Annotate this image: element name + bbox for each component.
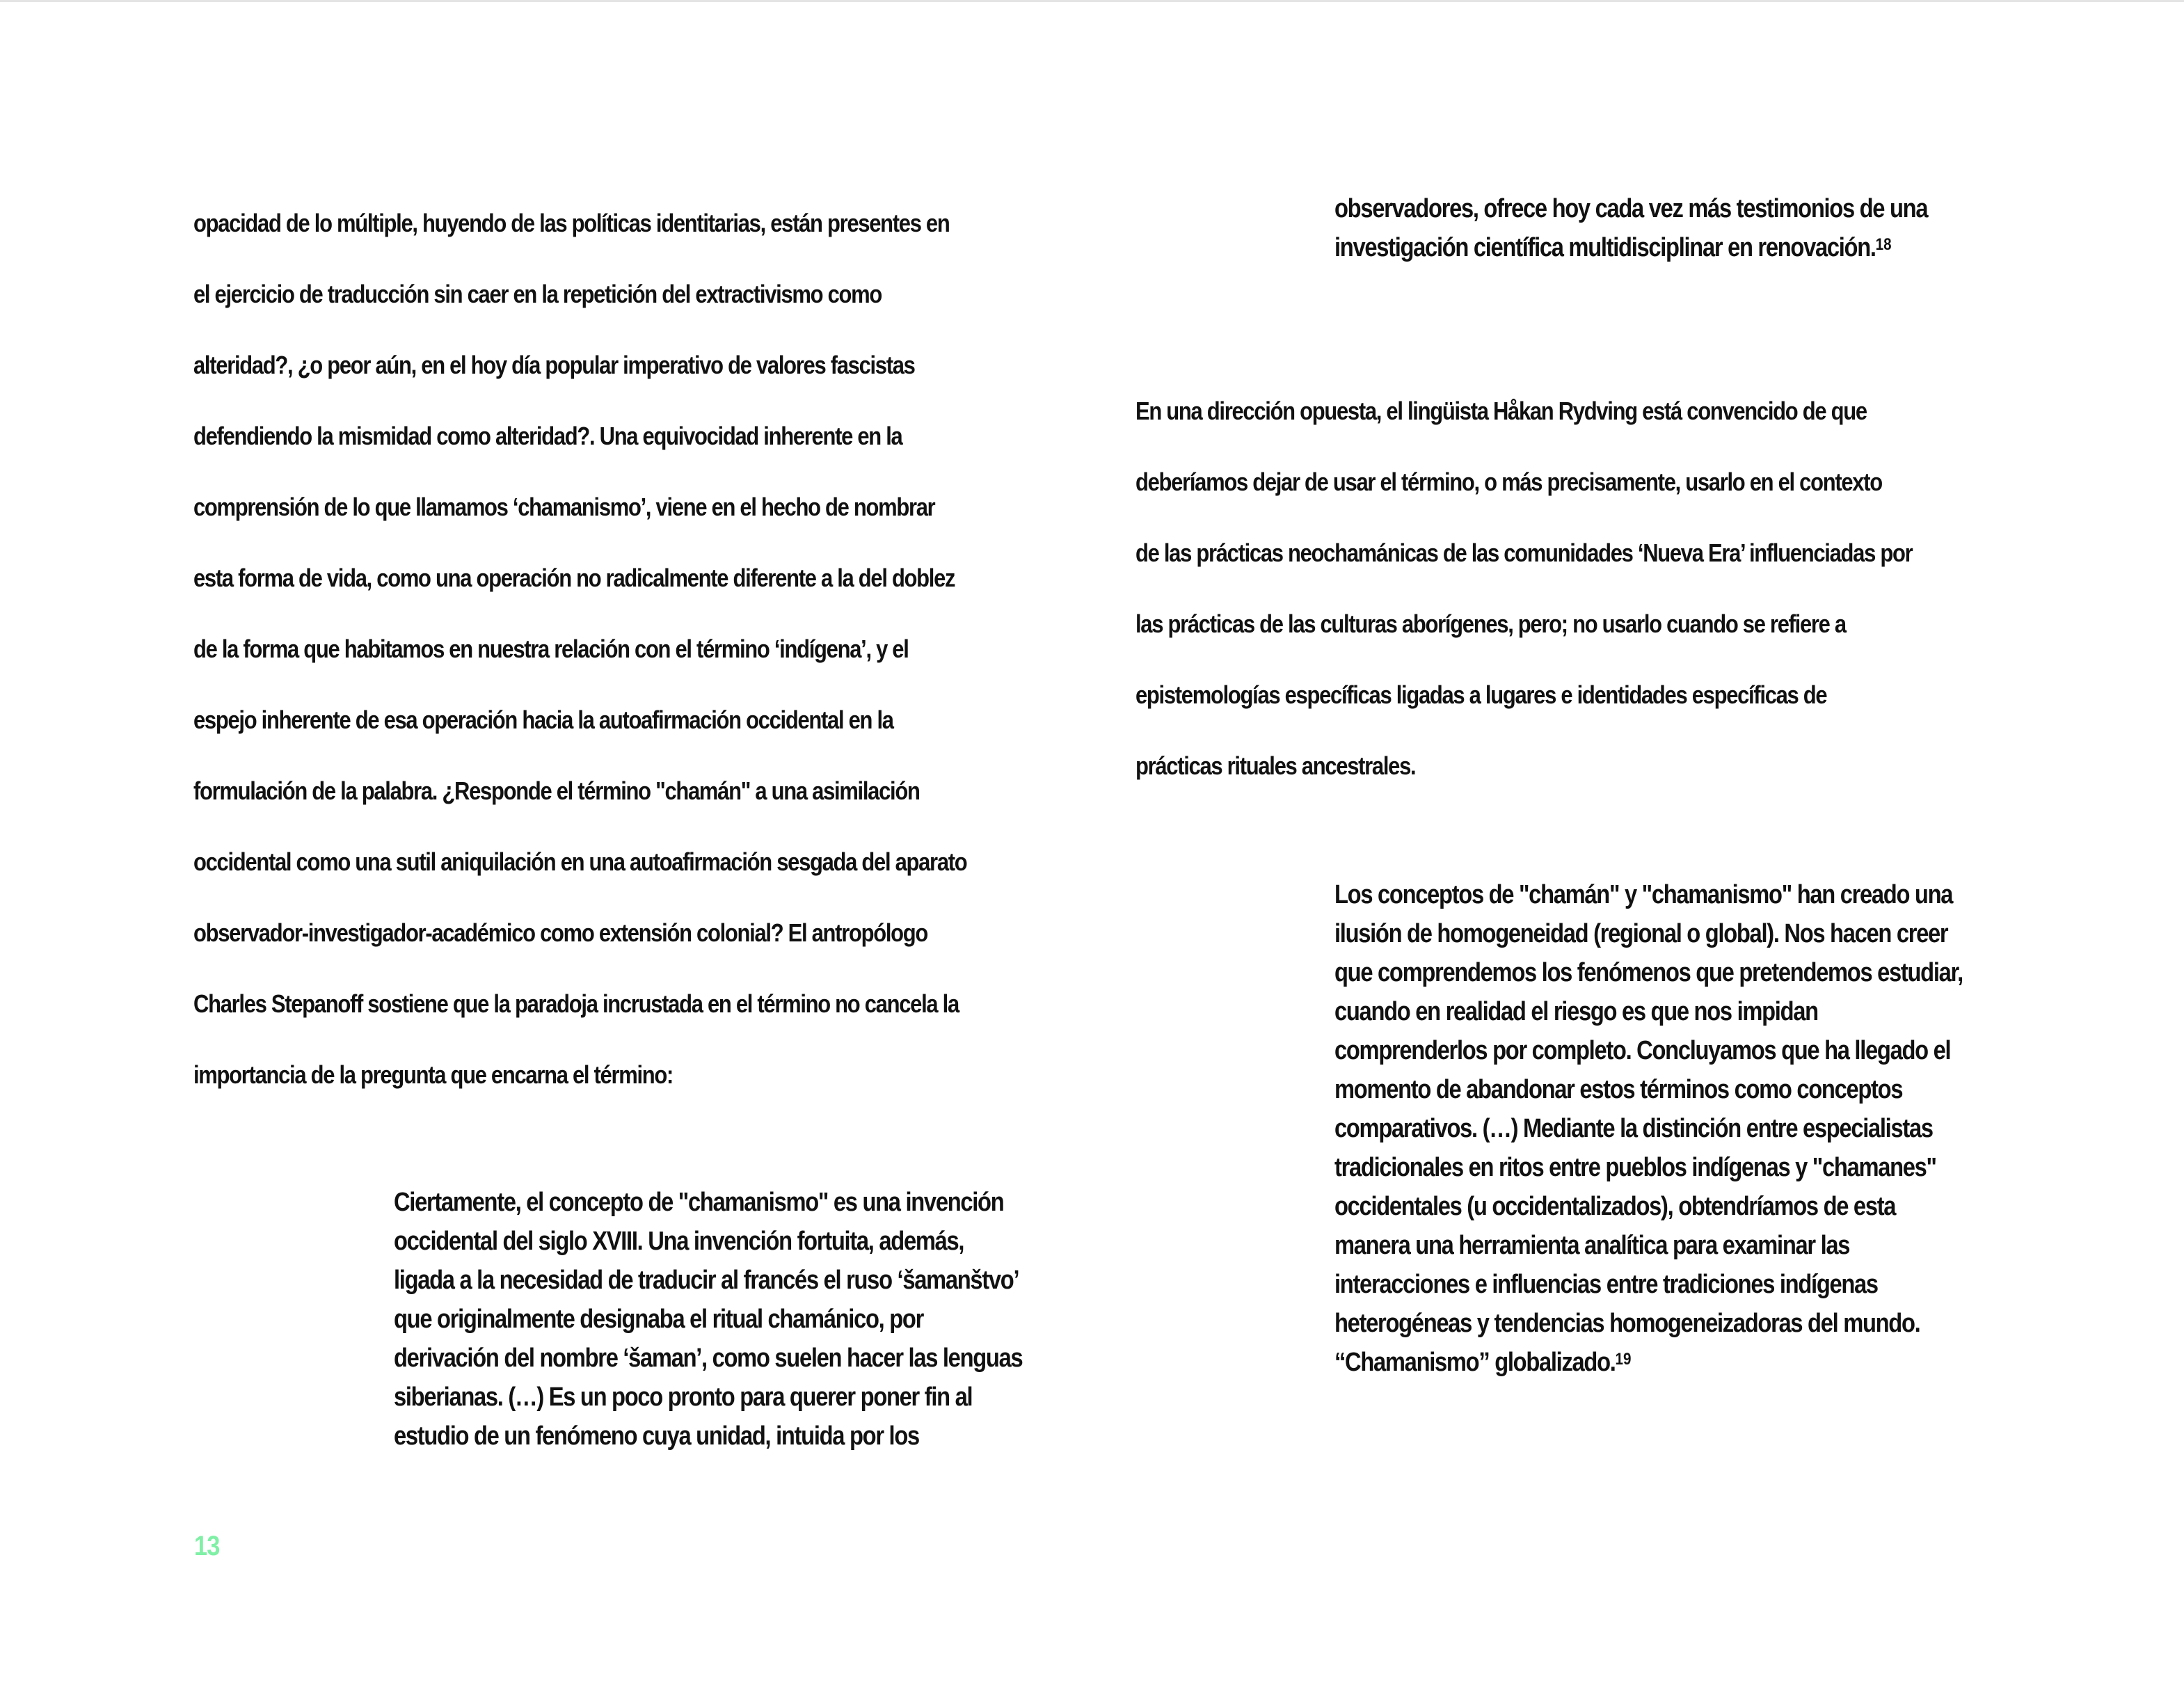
quote-line: siberianas. (…) Es un poco pronto para querer poner fin al bbox=[394, 1383, 973, 1412]
text-line: importancia de la pregunta que encarna el término: bbox=[193, 1060, 673, 1089]
quote-line bbox=[1334, 1343, 1921, 1382]
quote-line: Ciertamente, el concepto de "chamanismo" es una invención bbox=[394, 1188, 1004, 1217]
text-line: occidental como una sutil aniquilación en una autoafirmación sesgada del aparato bbox=[193, 847, 967, 876]
quote-line: occidental del siglo XVIII. Una invención fortuita, además, bbox=[394, 1227, 964, 1256]
text-line: espejo inherente de esa operación hacia la autoafirmación occidental en la bbox=[193, 706, 893, 734]
quote-line: Los conceptos de "chamán" y "chamanismo" han creado una bbox=[1334, 880, 1953, 909]
footnote-marker: 19 bbox=[1615, 1350, 1632, 1369]
quote-line: occidentales (u occidentalizados), obtendríamos de esta bbox=[1334, 1192, 1896, 1221]
left-block-quote bbox=[394, 1183, 1023, 1456]
quote-line: interacciones e influencias entre tradiciones indígenas bbox=[1334, 1270, 1878, 1299]
quote-line: ilusión de homogeneidad (regional o global). Nos hacen creer bbox=[1334, 919, 1948, 948]
quote-line-text: “Chamanismo” globalizado. bbox=[1334, 1348, 1616, 1377]
quote-line: derivación del nombre ‘šaman’, como suelen hacer las lenguas bbox=[394, 1344, 1023, 1373]
quote-line: manera una herramienta analítica para examinar las bbox=[1334, 1231, 1850, 1260]
quote-line: comparativos. (…) Mediante la distinción entre especialistas bbox=[1334, 1114, 1933, 1143]
quote-line: tradicionales en ritos entre pueblos indígenas y "chamanes" bbox=[1334, 1153, 1936, 1182]
quote-line: comprenderlos por completo. Concluyamos que ha llegado el bbox=[1334, 1036, 1951, 1065]
footnote-marker: 18 bbox=[1875, 235, 1892, 254]
left-body-paragraph bbox=[193, 188, 967, 1110]
quote-line: momento de abandonar estos términos como conceptos bbox=[1334, 1075, 1903, 1104]
top-border bbox=[0, 0, 2184, 2]
text-line: prácticas rituales ancestrales. bbox=[1135, 751, 1416, 780]
quote-line: cuando en realidad el riesgo es que nos impidan bbox=[1334, 997, 1818, 1026]
page-number: 13 bbox=[194, 1531, 220, 1561]
text-line: opacidad de lo múltiple, huyendo de las políticas identitarias, están presentes en bbox=[193, 209, 950, 237]
quote-line: que comprendemos los fenómenos que pretendemos estudiar, bbox=[1334, 958, 1963, 987]
quote-line: que originalmente designaba el ritual chamánico, por bbox=[394, 1305, 924, 1334]
quote-line: estudio de un fenómeno cuya unidad, intuida por los bbox=[394, 1422, 919, 1451]
quote-line bbox=[1334, 228, 1921, 267]
text-line: epistemologías específicas ligadas a lugares e identidades específicas de bbox=[1135, 680, 1827, 709]
text-line: deberíamos dejar de usar el término, o más precisamente, usarlo en el contexto bbox=[1135, 468, 1882, 496]
text-line: comprensión de lo que llamamos ‘chamanismo’, viene en el hecho de nombrar bbox=[193, 493, 935, 521]
text-line: las prácticas de las culturas aborígenes, pero; no usarlo cuando se refiere a bbox=[1135, 610, 1846, 638]
text-line: de las prácticas neochamánicas de las comunidades ‘Nueva Era’ influenciadas por bbox=[1135, 539, 1913, 567]
text-line: En una dirección opuesta, el lingüista Håkan Rydving está convencido de que bbox=[1135, 397, 1867, 425]
right-body-paragraph bbox=[1135, 376, 1913, 802]
text-line: observador-investigador-académico como extensión colonial? El antropólogo bbox=[193, 918, 928, 947]
quote-line: ligada a la necesidad de traducir al francés el ruso ‘šamanštvo’ bbox=[394, 1266, 1019, 1295]
right-block-quote bbox=[1334, 875, 1963, 1382]
right-block-quote-continuation bbox=[1334, 189, 1928, 267]
text-line: defendiendo la mismidad como alteridad?. Una equivocidad inherente en la bbox=[193, 422, 902, 450]
text-line: Charles Stepanoff sostiene que la paradoja incrustada en el término no cancela la bbox=[193, 989, 959, 1018]
text-line: de la forma que habitamos en nuestra relación con el término ‘indígena’, y el bbox=[193, 635, 909, 663]
text-line: alteridad?, ¿o peor aún, en el hoy día popular imperativo de valores fascistas bbox=[193, 351, 915, 379]
quote-line: heterogéneas y tendencias homogeneizadoras del mundo. bbox=[1334, 1309, 1920, 1338]
text-line: el ejercicio de traducción sin caer en la repetición del extractivismo como bbox=[193, 280, 882, 308]
text-line: esta forma de vida, como una operación no radicalmente diferente a la del doblez bbox=[193, 564, 955, 592]
quote-line: observadores, ofrece hoy cada vez más testimonios de una bbox=[1334, 194, 1928, 223]
text-line: formulación de la palabra. ¿Responde el término "chamán" a una asimilación bbox=[193, 777, 920, 805]
quote-line-text: investigación científica multidisciplinar en renovación. bbox=[1334, 233, 1876, 262]
